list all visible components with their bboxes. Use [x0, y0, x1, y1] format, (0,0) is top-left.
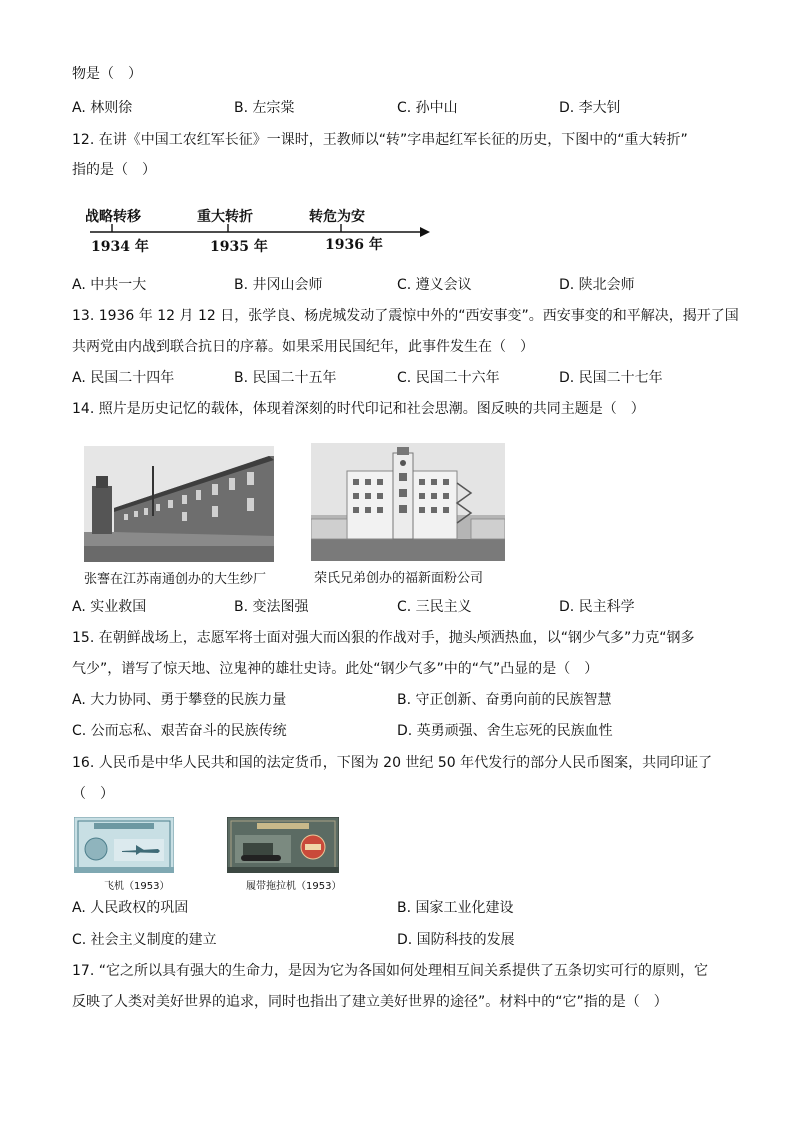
q15-option-b: B. 守正创新、奋勇向前的民族智慧 — [397, 692, 612, 708]
q14-option-c: C. 三民主义 — [397, 599, 472, 615]
q12-option-b: B. 井冈山会师 — [234, 277, 323, 293]
q13-option-a: A. 民国二十四年 — [72, 370, 175, 386]
q15-stem-line1: 15. 在朝鲜战场上，志愿军将士面对强大而凶狠的作战对手，抛头颅洒热血，以“钢少气多”力克“钢多 — [72, 630, 695, 646]
q15-option-c: C. 公而忘私、艰苦奋斗的民族传统 — [72, 723, 287, 739]
q12-option-d: D. 陕北会师 — [559, 277, 635, 293]
q13-option-d: D. 民国二十七年 — [559, 370, 663, 386]
q14-option-a: A. 实业救国 — [72, 599, 147, 615]
photo-dasheng-mill — [84, 446, 274, 562]
q16-option-a: A. 人民政权的巩固 — [72, 900, 189, 916]
timeline-event-3: 转危为安 — [309, 209, 365, 225]
caption-airplane-note: 飞机（1953） — [104, 881, 170, 892]
banknote-tractor — [227, 817, 339, 873]
q13-option-c: C. 民国二十六年 — [397, 370, 500, 386]
q16-option-c: C. 社会主义制度的建立 — [72, 932, 217, 948]
q15-stem-line2: 气少”，谱写了惊天地、泣鬼神的雄壮史诗。此处“钢少气多”中的“气”凸显的是（ ） — [72, 661, 599, 677]
q11-option-b: B. 左宗棠 — [234, 100, 295, 116]
photo-fuxin-flour — [311, 443, 505, 561]
timeline-year-1: 1934 年 — [91, 239, 149, 255]
q14-option-d: D. 民主科学 — [559, 599, 635, 615]
caption-dasheng-mill: 张謇在江苏南通创办的大生纱厂 — [84, 572, 267, 587]
q13-stem-line1: 13. 1936 年 12 月 12 日，张学良、杨虎城发动了震惊中外的“西安事变”。西安事变的和平解决，揭开了国 — [72, 308, 739, 324]
q17-stem-line2: 反映了人类对美好世界的追求，同时也指出了建立美好世界的途径”。材料中的“它”指的是（ ） — [72, 994, 668, 1010]
q16-stem-line2: （ ） — [72, 786, 114, 802]
q12-option-a: A. 中共一大 — [72, 277, 147, 293]
q12-timeline — [85, 200, 435, 260]
timeline-year-2: 1935 年 — [210, 239, 268, 255]
q14-option-b: B. 变法图强 — [234, 599, 309, 615]
q13-stem-line2: 共两党由内战到联合抗日的序幕。如果采用民国纪年，此事件发生在（ ） — [72, 339, 534, 355]
q16-stem-line1: 16. 人民币是中华人民共和国的法定货币，下图为 20 世纪 50 年代发行的部分人民币图案，共同印证了 — [72, 755, 713, 771]
caption-tractor-note: 履带拖拉机（1953） — [246, 881, 342, 892]
timeline-event-1: 战略转移 — [85, 209, 141, 225]
q17-stem-line1: 17. “它之所以具有强大的生命力，是因为它为各国如何处理相互间关系提供了五条切实可行的原则，它 — [72, 963, 708, 979]
q11-option-d: D. 李大钊 — [559, 100, 621, 116]
q15-option-a: A. 大力协同、勇于攀登的民族力量 — [72, 692, 287, 708]
q15-option-d: D. 英勇顽强、舍生忘死的民族血性 — [397, 723, 613, 739]
caption-fuxin-flour: 荣氏兄弟创办的福新面粉公司 — [314, 571, 484, 586]
banknote-airplane — [74, 817, 174, 873]
q14-stem-line1: 14. 照片是历史记忆的载体，体现着深刻的时代印记和社会思潮。图反映的共同主题是（ ） — [72, 401, 645, 417]
q12-stem-line1: 12. 在讲《中国工农红军长征》一课时，王教师以“转”字串起红军长征的历史，下图中的“重大转折” — [72, 132, 688, 148]
q11-stem-tail: 物是（ ） — [72, 66, 142, 82]
q11-option-c: C. 孙中山 — [397, 100, 458, 116]
q13-option-b: B. 民国二十五年 — [234, 370, 337, 386]
q12-stem-line2: 指的是（ ） — [72, 162, 156, 178]
q12-option-c: C. 遵义会议 — [397, 277, 472, 293]
timeline-event-2: 重大转折 — [197, 209, 253, 225]
q16-option-d: D. 国防科技的发展 — [397, 932, 515, 948]
q11-option-a: A. 林则徐 — [72, 100, 133, 116]
q16-option-b: B. 国家工业化建设 — [397, 900, 514, 916]
timeline-year-3: 1936 年 — [325, 237, 383, 253]
